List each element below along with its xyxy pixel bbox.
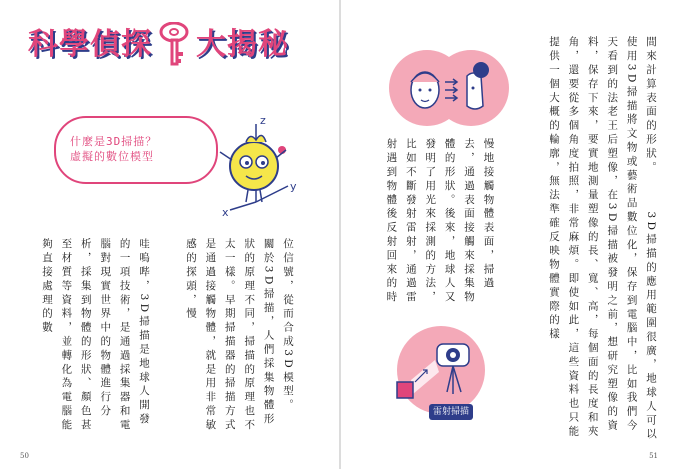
svg-text:y: y xyxy=(290,180,297,193)
svg-text:z: z xyxy=(260,114,266,127)
right-page xyxy=(341,0,680,469)
question-text xyxy=(70,134,157,164)
body-text-column4: 間來計算表面的形狀。 3D掃描的應用範圍很廣，地球人可以使用3D掃描將文物或藝術品數位化，保存到電腦中，比如我們今天看到的法老王后塑像，在3D掃描被發明之前，想研究塑像的資料，保存下來，要實地測量塑像的長、寬、高，每個面的長度和夾角，還要從多個角度拍照，非常麻煩。即使如此，這些資料也只能提供一個大概的輪廓，無法準確反映物體實際的樣 xyxy=(547,36,657,442)
question-line2: 虛擬的數位模型 xyxy=(70,150,154,163)
key-icon xyxy=(154,22,194,68)
body-text-column1: 哇嗚哔，3D掃描是地球人開發的一項技術，是通過採集器和電腦對現實世界中的物體進行分析，採集到物體的形狀、顏色甚至材質等資料，並轉化為電腦能夠直接處理的數 xyxy=(40,238,150,433)
page-number-right: 51 xyxy=(649,452,658,460)
page-title xyxy=(28,22,289,68)
question-line1: 什麼是3D掃描？ xyxy=(70,135,158,148)
body-text-column2: 位信號，從而合成3D模型。 關於3D掃描，人們採集物體形狀的原理不同，掃描的原理也不太一樣。早期掃描器的掃描方式是通過接觸物體，就是用非常敏感的探頭，慢 xyxy=(184,238,294,436)
title-part2: 大揭秘 xyxy=(196,27,289,62)
laser-scanner-illustration xyxy=(391,320,491,416)
body-text-column3: 慢地接觸物體表面，掃過去，通過表面接觸來採集物體的形狀。後來，地球人又發明了用光來採測的方法，比如不斷發射雷射，通過雷射遇到物體後反射回來的時 xyxy=(385,138,495,305)
page-number-left: 50 xyxy=(20,452,29,460)
face-scan-illustration xyxy=(387,46,511,130)
scanner-label: 雷射掃描 xyxy=(429,404,473,420)
left-page xyxy=(0,0,339,469)
title-part1: 科學偵探 xyxy=(28,27,152,62)
mascot-illustration xyxy=(206,110,304,222)
svg-text:x: x xyxy=(222,206,229,219)
question-bubble xyxy=(54,116,218,184)
